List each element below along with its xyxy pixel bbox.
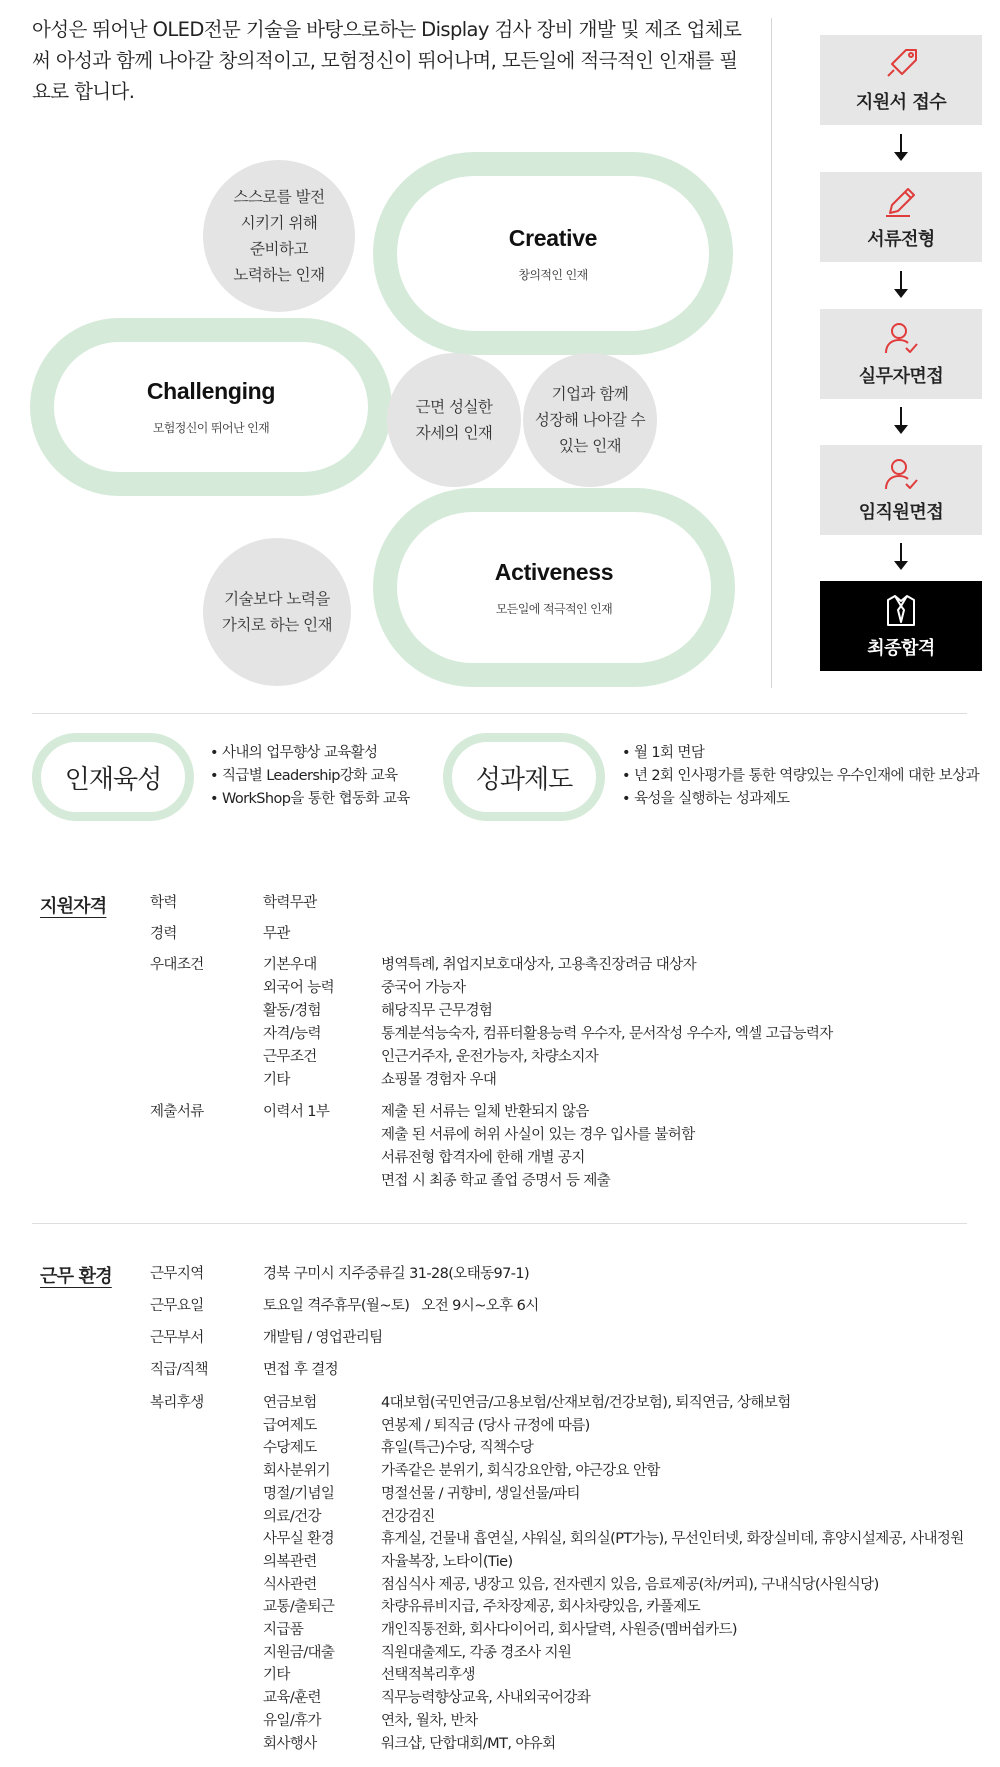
welfare-key: 회사행사	[263, 1735, 317, 1752]
tag-icon	[880, 46, 922, 82]
label-department: 근무부서	[150, 1330, 204, 1346]
welfare-value: 개인직통전화, 회사다이어리, 회사달력, 사원증(멤버쉽카드)	[381, 1622, 737, 1638]
welfare-key: 교육/훈련	[263, 1690, 321, 1707]
value-workdays: 토요일 격주휴무(월~토) 오전 9시~오후 6시	[263, 1298, 539, 1314]
process-step-document-screening	[820, 172, 982, 262]
welfare-key: 의복관련	[263, 1553, 317, 1570]
process-step-executive-interview	[820, 445, 982, 535]
section-divider	[32, 1223, 967, 1224]
label-education: 학력	[150, 895, 177, 911]
welfare-value: 직원대출제도, 각종 경조사 지원	[381, 1644, 572, 1661]
process-step-label: 지원서 접수	[855, 92, 947, 113]
value-career: 무관	[263, 926, 290, 942]
label-location: 근무지역	[150, 1266, 204, 1282]
welfare-key: 회사분위기	[263, 1463, 331, 1480]
welfare-key: 의료/건강	[263, 1508, 321, 1525]
performance-list	[622, 742, 979, 811]
preference-key: 자격/능력	[263, 1026, 321, 1042]
preference-key: 기본우대	[263, 957, 317, 973]
welfare-key: 급여제도	[263, 1417, 317, 1434]
preference-key: 활동/경험	[263, 1003, 321, 1019]
welfare-value: 차량유류비지급, 주차장제공, 회사차량있음, 카풀제도	[381, 1599, 701, 1616]
welfare-value: 연봉제 / 퇴직금 (당사 규정에 따름)	[381, 1417, 590, 1434]
list-item: • WorkShop을 통한 협동화 교육	[210, 788, 410, 811]
value-location: 경북 구미시 지주중류길 31-28(오태동97-1)	[263, 1266, 530, 1282]
activeness-title: Activeness	[494, 558, 614, 585]
welfare-value: 워크샵, 단합대회/MT, 야유회	[381, 1735, 556, 1752]
welfare-value: 4대보험(국민연금/고용보험/산재보험/건강보험), 퇴직연금, 상해보험	[381, 1395, 791, 1411]
value-documents: 이력서 1부	[263, 1104, 330, 1120]
document-note: 제출 된 서류에 허위 사실이 있는 경우 입사를 불허함	[381, 1127, 695, 1143]
welfare-value: 명절선물 / 귀향비, 생일선물/파티	[381, 1485, 580, 1502]
pencil-icon	[880, 183, 922, 219]
label-rank: 직급/직책	[150, 1362, 208, 1378]
creative-subtitle: 창의적인 인재	[518, 267, 588, 282]
welfare-value: 휴게실, 건물내 흡연실, 샤워실, 회의실(PT가능), 무선인터넷, 화장실비데, 휴양시설제공, 사내정원	[381, 1531, 964, 1548]
welfare-value: 건강검진	[381, 1508, 435, 1525]
preference-key: 외국어 능력	[263, 980, 335, 996]
list-item: • 월 1회 면담	[622, 742, 979, 765]
list-item: • 육성을 실행하는 성과제도	[622, 788, 979, 811]
welfare-key: 수당제도	[263, 1440, 317, 1457]
document-note: 제출 된 서류는 일체 반환되지 않음	[381, 1104, 589, 1120]
welfare-value: 자율복장, 노타이(Tie)	[381, 1553, 513, 1570]
challenging-title: Challenging	[146, 378, 276, 404]
process-step-label: 임직원면접	[858, 502, 944, 523]
creative-title: Creative	[508, 224, 598, 251]
shirt-tie-icon	[880, 592, 922, 628]
welfare-key: 식사관련	[263, 1576, 317, 1593]
talent-circle-grow-with-company: 기업과 함께 성장해 나아갈 수 있는 인재	[523, 353, 657, 487]
arrow-down-icon	[890, 405, 912, 437]
person-check-icon	[880, 320, 922, 356]
welfare-value: 직무능력향상교육, 사내외국어강좌	[381, 1690, 591, 1707]
welfare-value: 휴일(특근)수당, 직책수당	[381, 1440, 534, 1457]
welfare-value: 선택적복리후생	[381, 1667, 475, 1684]
welfare-key: 명절/기념일	[263, 1485, 335, 1502]
label-welfare: 복리후생	[150, 1395, 204, 1411]
challenging-pill	[30, 318, 392, 496]
process-step-practitioner-interview	[820, 309, 982, 399]
value-education: 학력무관	[263, 895, 317, 911]
work-title: 근무 환경	[40, 1266, 112, 1287]
welfare-value: 점심식사 제공, 냉장고 있음, 전자렌지 있음, 음료제공(차/커피), 구내식당(사원식당)	[381, 1576, 879, 1593]
preference-value: 인근거주자, 운전가능자, 차량소지자	[381, 1049, 599, 1065]
preference-value: 해당직무 근무경험	[381, 1003, 493, 1019]
label-career: 경력	[150, 926, 177, 942]
section-divider	[32, 713, 967, 714]
label-preferences: 우대조건	[150, 957, 204, 973]
challenging-subtitle: 모험정신이 뛰어난 인재	[152, 421, 270, 435]
label-documents: 제출서류	[150, 1104, 204, 1120]
preference-key: 근무조건	[263, 1049, 317, 1065]
preference-value: 중국어 가능자	[381, 980, 466, 996]
value-department: 개발팀 / 영업관리팀	[263, 1330, 383, 1346]
welfare-value: 연차, 월차, 반차	[381, 1712, 478, 1729]
growth-list	[210, 742, 410, 811]
process-step-label: 서류전형	[867, 229, 935, 250]
activeness-pill	[373, 488, 735, 687]
value-rank: 면접 후 결정	[263, 1362, 339, 1378]
welfare-key: 기타	[263, 1667, 290, 1684]
process-step-final-pass	[820, 581, 982, 671]
qualification-title: 지원자격	[40, 896, 107, 917]
welfare-key: 유일/휴가	[263, 1712, 321, 1729]
preference-value: 통계분석능숙자, 컴퓨터활용능력 우수자, 문서작성 우수자, 엑셀 고급능력자	[381, 1026, 833, 1042]
process-step-label: 최종합격	[867, 638, 935, 659]
arrow-down-icon	[890, 541, 912, 573]
arrow-down-icon	[890, 132, 912, 164]
welfare-key: 지급품	[263, 1622, 304, 1638]
talent-circle-self-development: 스스로를 발전 시키기 위해 준비하고 노력하는 인재	[203, 160, 355, 312]
performance-badge: 성과제도	[443, 733, 605, 821]
welfare-value: 가족같은 분위기, 회식강요안함, 야근강요 안함	[381, 1463, 660, 1480]
welfare-key: 교통/출퇴근	[263, 1599, 335, 1616]
process-step-application	[820, 35, 982, 125]
label-workdays: 근무요일	[150, 1298, 204, 1314]
list-item: • 년 2회 인사평가를 통한 역량있는 우수인재에 대한 보상과	[622, 765, 979, 788]
welfare-key: 지원금/대출	[263, 1644, 335, 1661]
talent-circle-effort-value: 기술보다 노력을 가치로 하는 인재	[203, 538, 351, 686]
arrow-down-icon	[890, 269, 912, 301]
document-note: 면접 시 최종 학교 졸업 증명서 등 제출	[381, 1173, 611, 1189]
activeness-subtitle: 모든일에 적극적인 인재	[495, 601, 613, 616]
welfare-key: 연금보험	[263, 1395, 317, 1411]
process-step-label: 실무자면접	[858, 366, 944, 387]
intro-text: 아성은 뛰어난 OLED전문 기술을 바탕으로하는 Display 검사 장비 개발 및 제조 업체로써 아성과 함께 나아갈 창의적이고, 모험정신이 뛰어나며, 모든일에 적극적인 인재를 필요로 합니다.	[32, 18, 742, 103]
person-check-icon	[880, 456, 922, 492]
document-note: 서류전형 합격자에 한해 개별 공지	[381, 1150, 585, 1166]
preference-key: 기타	[263, 1072, 290, 1088]
vertical-divider	[771, 18, 772, 688]
list-item: • 직급별 Leadership강화 교육	[210, 765, 410, 788]
preference-value: 쇼핑몰 경험자 우대	[381, 1072, 497, 1088]
talent-circle-diligent: 근면 성실한 자세의 인재	[387, 353, 521, 487]
preference-value: 병역특례, 취업지보호대상자, 고용촉진장려금 대상자	[381, 957, 696, 973]
growth-badge: 인재육성	[32, 733, 194, 821]
creative-pill	[373, 152, 733, 355]
welfare-key: 사무실 환경	[263, 1531, 335, 1548]
list-item: • 사내의 업무향상 교육활성	[210, 742, 410, 765]
